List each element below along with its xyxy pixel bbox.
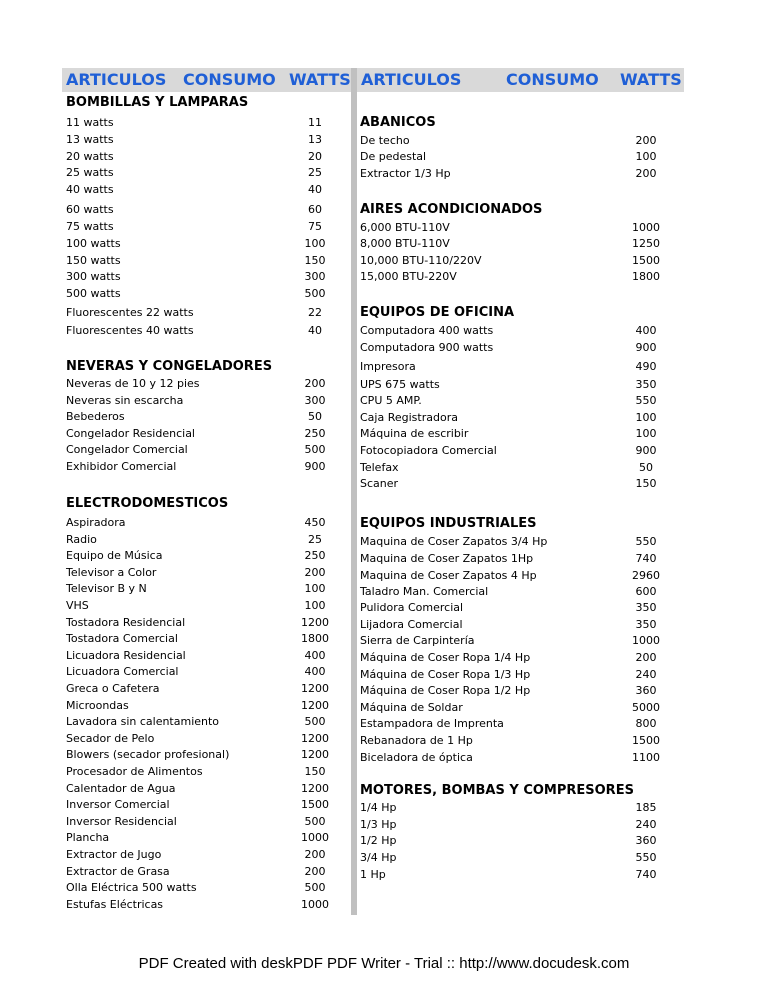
item-watts-value: 1000 <box>301 897 329 911</box>
header-watts-left: WATTS <box>289 70 351 89</box>
item-label: Exhibidor Comercial <box>66 460 177 473</box>
item-label: Plancha <box>66 831 110 845</box>
item-label: Taladro Man. Comercial <box>360 585 489 598</box>
item-label: Máquina de Coser Ropa 1/2 Hp <box>360 684 531 697</box>
header-consumo-right: CONSUMO <box>506 70 599 89</box>
item-watts-value: 550 <box>635 535 657 548</box>
table-row <box>66 166 355 182</box>
table-row <box>66 848 355 864</box>
item-label: Licuadora Comercial <box>66 665 179 679</box>
item-label: Radio <box>66 532 97 546</box>
item-label: Pulidora Comercial <box>360 601 464 614</box>
table-row <box>66 394 355 410</box>
item-label: Inversor Comercial <box>66 798 170 812</box>
item-watts-value: 2960 <box>632 569 660 582</box>
section-title-bombillas-y-lamparas: BOMBILLAS Y LAMPARAS <box>66 95 249 110</box>
table-row <box>360 360 686 376</box>
table-row <box>66 732 355 748</box>
item-label: 300 watts <box>66 270 121 283</box>
item-label: 6,000 BTU-110V <box>360 221 450 234</box>
table-row <box>360 237 686 253</box>
item-watts-value: 100 <box>635 150 657 163</box>
item-label: Fluorescentes 40 watts <box>66 324 194 337</box>
item-watts-value: 300 <box>304 270 326 283</box>
table-row <box>66 150 355 166</box>
item-watts-value: 350 <box>635 378 657 391</box>
item-watts-value: 1800 <box>301 632 329 646</box>
item-label: Olla Eléctrica 500 watts <box>66 881 197 895</box>
item-label: Rebanadora de 1 Hp <box>360 734 473 747</box>
item-watts-value: 900 <box>304 460 326 473</box>
item-watts-value: 740 <box>635 552 657 565</box>
table-row <box>66 443 355 459</box>
item-watts-value: 350 <box>635 601 657 614</box>
table-row <box>360 221 686 237</box>
table-row <box>360 270 686 286</box>
table-row <box>360 701 686 717</box>
item-watts-value: 1000 <box>632 221 660 234</box>
item-label: Maquina de Coser Zapatos 3/4 Hp <box>360 535 548 548</box>
table-row <box>66 183 355 199</box>
item-watts-value: 150 <box>304 254 326 267</box>
item-label: Secador de Pelo <box>66 731 155 745</box>
item-label: 100 watts <box>66 237 121 250</box>
table-row <box>360 668 686 684</box>
table-row <box>66 616 355 632</box>
table-row <box>66 254 355 270</box>
table-row <box>66 203 355 219</box>
item-watts-value: 500 <box>304 881 326 895</box>
item-label: Neveras sin escarcha <box>66 393 184 407</box>
item-label: Máquina de Coser Ropa 1/3 Hp <box>360 668 531 681</box>
item-watts-value: 600 <box>635 585 657 598</box>
item-watts-value: 400 <box>635 324 657 337</box>
item-watts-value: 240 <box>635 818 657 831</box>
table-row <box>360 851 686 867</box>
item-watts-value: 450 <box>304 516 326 529</box>
item-label: CPU 5 AMP. <box>360 394 422 407</box>
item-label: Tostadora Comercial <box>66 632 178 646</box>
table-row <box>66 782 355 798</box>
table-row <box>66 566 355 582</box>
item-label: Máquina de escribir <box>360 427 469 440</box>
item-label: Televisor a Color <box>66 565 157 579</box>
item-watts-value: 13 <box>308 133 322 146</box>
item-label: Caja Registradora <box>360 411 458 424</box>
item-label: Extractor de Jugo <box>66 848 162 861</box>
table-row <box>66 582 355 598</box>
table-row <box>360 751 686 767</box>
item-watts-value: 1800 <box>632 270 660 283</box>
table-row <box>66 715 355 731</box>
item-label: VHS <box>66 599 89 612</box>
item-watts-value: 500 <box>304 814 326 828</box>
item-label: Extractor de Grasa <box>66 864 170 878</box>
table-row <box>360 427 686 443</box>
item-watts-value: 1200 <box>301 781 329 795</box>
table-row <box>66 220 355 236</box>
section-title-neveras-y-congeladores: NEVERAS Y CONGELADORES <box>66 359 273 374</box>
table-row <box>360 618 686 634</box>
item-label: 1/3 Hp <box>360 818 397 831</box>
item-watts-value: 200 <box>304 864 326 878</box>
item-watts-value: 1500 <box>301 798 329 812</box>
item-label: 13 watts <box>66 133 114 146</box>
table-row <box>66 815 355 831</box>
table-row <box>360 378 686 394</box>
table-row <box>66 533 355 549</box>
item-watts-value: 490 <box>635 360 657 373</box>
item-label: Máquina de Coser Ropa 1/4 Hp <box>360 651 531 664</box>
item-label: Maquina de Coser Zapatos 4 Hp <box>360 569 537 582</box>
item-label: Procesador de Alimentos <box>66 765 203 778</box>
table-row <box>360 134 686 150</box>
item-watts-value: 1200 <box>301 698 329 712</box>
item-watts-value: 40 <box>308 183 322 196</box>
item-label: Impresora <box>360 360 416 373</box>
item-watts-value: 550 <box>635 851 657 864</box>
section-title-abanicos: ABANICOS <box>360 115 436 130</box>
item-label: Biceladora de óptica <box>360 751 473 764</box>
pdf-footer: PDF Created with deskPDF PDF Writer - Trial :: http://www.docudesk.com <box>138 955 630 972</box>
table-row <box>66 516 355 532</box>
table-row <box>66 881 355 897</box>
table-row <box>360 734 686 750</box>
table-row <box>66 427 355 443</box>
item-label: Inversor Residencial <box>66 814 177 828</box>
item-label: Telefax <box>360 461 399 474</box>
item-watts-value: 1000 <box>632 634 660 647</box>
item-watts-value: 150 <box>304 765 326 778</box>
item-label: Greca o Cafetera <box>66 682 160 695</box>
item-watts-value: 250 <box>304 549 326 563</box>
item-watts-value: 200 <box>635 134 657 147</box>
item-watts-value: 900 <box>635 444 657 457</box>
item-watts-value: 350 <box>635 618 657 631</box>
item-watts-value: 550 <box>635 394 657 407</box>
item-label: Equipo de Música <box>66 549 163 563</box>
table-row <box>66 649 355 665</box>
item-label: 10,000 BTU-110/220V <box>360 254 482 267</box>
item-watts-value: 500 <box>304 443 326 457</box>
item-label: Estampadora de Imprenta <box>360 717 504 730</box>
item-label: Sierra de Carpintería <box>360 634 475 647</box>
item-watts-value: 60 <box>308 203 322 216</box>
item-watts-value: 100 <box>635 411 657 424</box>
item-label: 3/4 Hp <box>360 851 397 864</box>
table-row <box>66 116 355 132</box>
item-watts-value: 200 <box>635 167 657 180</box>
item-label: Neveras de 10 y 12 pies <box>66 377 200 390</box>
table-row <box>360 461 686 477</box>
item-watts-value: 40 <box>308 324 322 337</box>
item-label: Aspiradora <box>66 516 126 529</box>
table-row <box>360 834 686 850</box>
item-label: Extractor 1/3 Hp <box>360 167 451 180</box>
item-label: 60 watts <box>66 203 114 216</box>
item-watts-value: 240 <box>635 668 657 681</box>
table-row <box>360 684 686 700</box>
item-label: 150 watts <box>66 254 121 267</box>
table-row <box>66 460 355 476</box>
item-watts-value: 100 <box>304 237 326 250</box>
item-watts-value: 100 <box>635 427 657 440</box>
item-label: Fotocopiadora Comercial <box>360 444 497 457</box>
item-watts-value: 300 <box>304 393 326 407</box>
table-row <box>66 748 355 764</box>
item-watts-value: 100 <box>304 582 326 596</box>
item-watts-value: 25 <box>308 166 322 179</box>
item-label: 11 watts <box>66 116 114 129</box>
table-row <box>66 699 355 715</box>
table-row <box>360 324 686 340</box>
section-title-equipos-industriales: EQUIPOS INDUSTRIALES <box>360 516 537 531</box>
item-label: De pedestal <box>360 150 427 163</box>
item-label: 1 Hp <box>360 868 386 881</box>
section-title-electrodomesticos: ELECTRODOMESTICOS <box>66 496 229 511</box>
item-watts-value: 1200 <box>301 748 329 762</box>
item-watts-value: 75 <box>308 220 322 233</box>
table-row <box>360 150 686 166</box>
table-row <box>360 341 686 357</box>
table-row <box>360 585 686 601</box>
item-watts-value: 1200 <box>301 615 329 629</box>
item-watts-value: 200 <box>304 848 326 861</box>
item-label: Computadora 900 watts <box>360 341 494 354</box>
item-label: Scaner <box>360 477 399 490</box>
header-articulos-left: ARTICULOS <box>66 70 167 89</box>
item-watts-value: 1200 <box>301 731 329 745</box>
item-label: Maquina de Coser Zapatos 1Hp <box>360 552 534 565</box>
item-watts-value: 150 <box>635 477 657 490</box>
table-row <box>360 394 686 410</box>
table-row <box>66 798 355 814</box>
table-row <box>66 549 355 565</box>
item-label: Lijadora Comercial <box>360 618 463 631</box>
item-watts-value: 800 <box>635 717 657 730</box>
item-watts-value: 1200 <box>301 682 329 695</box>
section-title-aires-acondicionados: AIRES ACONDICIONADOS <box>360 202 543 217</box>
item-watts-value: 50 <box>308 410 322 424</box>
item-label: 25 watts <box>66 166 114 179</box>
table-row <box>66 898 355 914</box>
item-label: Lavadora sin calentamiento <box>66 715 220 729</box>
item-label: Máquina de Soldar <box>360 701 463 714</box>
item-label: Congelador Comercial <box>66 443 188 457</box>
table-row <box>360 634 686 650</box>
item-label: Microondas <box>66 698 129 712</box>
item-label: 8,000 BTU-110V <box>360 237 450 250</box>
table-row <box>66 270 355 286</box>
table-row <box>360 477 686 493</box>
item-label: 1/4 Hp <box>360 801 397 814</box>
item-watts-value: 50 <box>639 461 653 474</box>
item-label: Calentador de Agua <box>66 781 176 795</box>
item-label: Computadora 400 watts <box>360 324 494 337</box>
table-row <box>360 552 686 568</box>
table-row <box>360 569 686 585</box>
item-label: Estufas Eléctricas <box>66 897 164 911</box>
item-label: Licuadora Residencial <box>66 648 186 662</box>
item-watts-value: 200 <box>635 651 657 664</box>
item-label: 500 watts <box>66 287 121 300</box>
item-label: Fluorescentes 22 watts <box>66 306 194 319</box>
item-watts-value: 22 <box>308 306 322 319</box>
item-watts-value: 400 <box>304 665 326 679</box>
item-watts-value: 500 <box>304 287 326 300</box>
item-watts-value: 20 <box>308 150 322 163</box>
item-watts-value: 25 <box>308 532 322 546</box>
item-watts-value: 360 <box>635 684 657 697</box>
item-watts-value: 400 <box>304 648 326 662</box>
item-label: 75 watts <box>66 220 114 233</box>
section-title-motores-bombas-y-compresores: MOTORES, BOMBAS Y COMPRESORES <box>360 783 634 798</box>
item-watts-value: 200 <box>304 377 326 390</box>
item-label: Blowers (secador profesional) <box>66 748 230 762</box>
item-label: Bebederos <box>66 410 125 424</box>
table-row <box>360 818 686 834</box>
item-label: UPS 675 watts <box>360 378 440 391</box>
item-label: Tostadora Residencial <box>66 615 186 629</box>
item-label: De techo <box>360 134 410 147</box>
item-watts-value: 250 <box>304 426 326 440</box>
item-watts-value: 185 <box>635 801 657 814</box>
table-row <box>360 254 686 270</box>
table-row <box>66 377 355 393</box>
table-row <box>66 287 355 303</box>
table-row <box>360 167 686 183</box>
table-row <box>66 765 355 781</box>
table-row <box>66 133 355 149</box>
item-watts-value: 11 <box>308 116 322 129</box>
item-watts-value: 1500 <box>632 734 660 747</box>
table-row <box>360 411 686 427</box>
table-row <box>360 801 686 817</box>
item-watts-value: 100 <box>304 599 326 612</box>
item-watts-value: 740 <box>635 868 657 881</box>
table-row <box>66 831 355 847</box>
item-label: 20 watts <box>66 150 114 163</box>
item-label: 1/2 Hp <box>360 834 397 847</box>
header-consumo-left: CONSUMO <box>183 70 276 89</box>
table-row <box>66 682 355 698</box>
item-watts-value: 500 <box>304 715 326 729</box>
item-label: 15,000 BTU-220V <box>360 270 457 283</box>
table-row <box>66 410 355 426</box>
item-label: 40 watts <box>66 183 114 196</box>
table-row <box>66 599 355 615</box>
table-row <box>66 306 355 322</box>
table-row <box>360 868 686 884</box>
item-label: Televisor B y N <box>66 582 147 596</box>
item-watts-value: 1000 <box>301 831 329 845</box>
table-row <box>66 632 355 648</box>
table-row <box>66 237 355 253</box>
table-row <box>360 601 686 617</box>
table-row <box>66 865 355 881</box>
item-watts-value: 1250 <box>632 237 660 250</box>
item-watts-value: 360 <box>635 834 657 847</box>
item-watts-value: 5000 <box>632 701 660 714</box>
table-row <box>66 665 355 681</box>
header-watts-right: WATTS <box>620 70 682 89</box>
item-watts-value: 200 <box>304 565 326 579</box>
table-row <box>360 651 686 667</box>
table-row <box>360 717 686 733</box>
section-title-equipos-de-oficina: EQUIPOS DE OFICINA <box>360 305 515 320</box>
item-label: Congelador Residencial <box>66 426 195 440</box>
item-watts-value: 1100 <box>632 751 660 764</box>
table-row <box>66 324 355 340</box>
header-articulos-right: ARTICULOS <box>361 70 462 89</box>
table-row <box>360 444 686 460</box>
table-row <box>360 535 686 551</box>
item-watts-value: 1500 <box>632 254 660 267</box>
item-watts-value: 900 <box>635 341 657 354</box>
